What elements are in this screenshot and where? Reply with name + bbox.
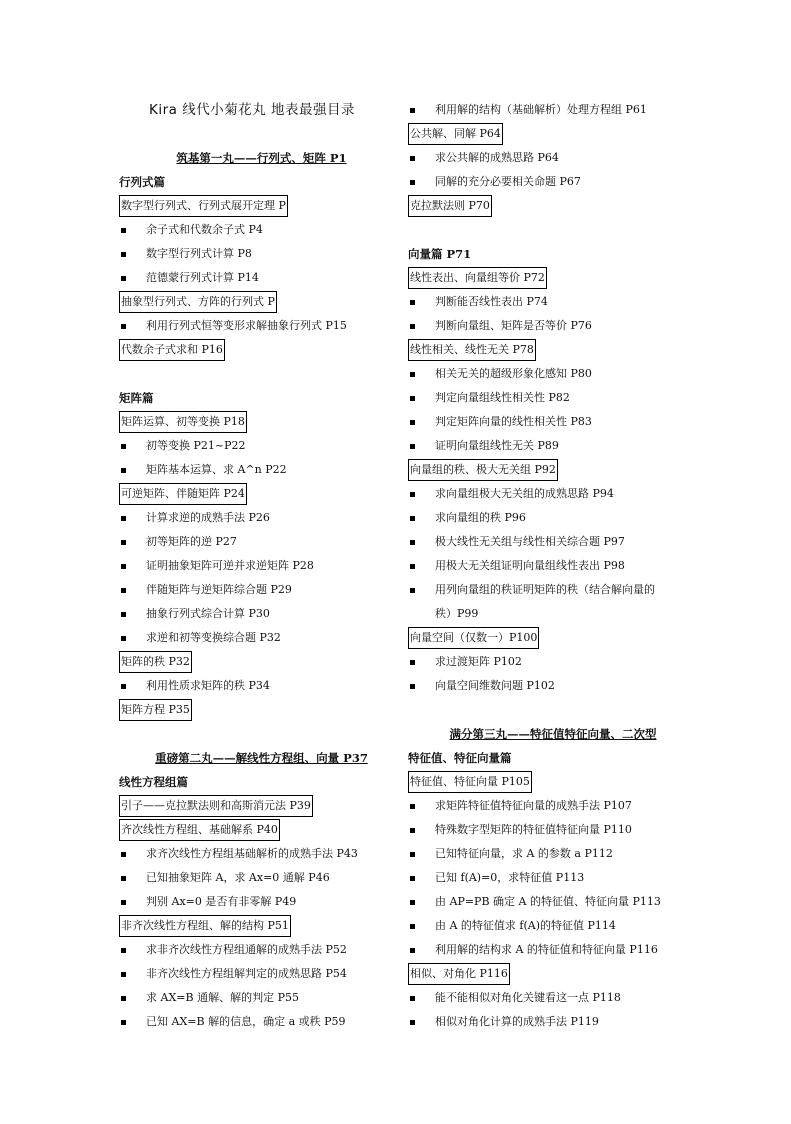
bullet-square-icon (121, 276, 126, 281)
toc-item-text: 矩阵基本运算、求 A^n P22 (146, 463, 287, 476)
toc-item-text: 求公共解的成熟思路 P64 (435, 151, 559, 164)
toc-bullet-item (408, 290, 698, 314)
toc-item-text: 已知 f(A)=0，求特征值 P113 (435, 871, 585, 884)
bullet-square-icon (410, 876, 415, 881)
bullet-square-icon (121, 636, 126, 641)
toc-bullet-item (119, 314, 404, 338)
section-heading (119, 170, 404, 194)
blank-line (119, 122, 404, 146)
section-heading (119, 386, 404, 410)
toc-item-text: 初等矩阵的逆 P27 (146, 535, 237, 548)
toc-bullet-item (408, 362, 698, 386)
bullet-square-icon (410, 108, 415, 113)
boxed-topic-label: 矩阵的秩 P32 (119, 651, 192, 673)
toc-bullet-item (408, 914, 698, 938)
blank-line (119, 722, 404, 746)
toc-item-text: 求向量组的秩 P96 (435, 511, 526, 524)
toc-item-text: 余子式和代数余子式 P4 (146, 223, 263, 236)
bullet-square-icon (121, 228, 126, 233)
toc-bullet-item (408, 938, 698, 962)
bullet-square-icon (410, 564, 415, 569)
toc-bullet-item (119, 458, 404, 482)
boxed-topic-label: 数字型行列式、行列式展开定理 P (119, 195, 288, 217)
blank-line (408, 218, 698, 242)
bullet-square-icon (410, 804, 415, 809)
bullet-square-icon (410, 396, 415, 401)
section-heading-text: 特征值、特征向量篇 (408, 751, 512, 765)
toc-item-text: 同解的充分必要相关命题 P67 (435, 175, 581, 188)
bullet-square-icon (410, 996, 415, 1001)
toc-bullet-item (408, 794, 698, 818)
toc-item-text: 利用解的结构求 A 的特征值和特征向量 P116 (435, 943, 658, 956)
toc-item-text: 判定向量组线性相关性 P82 (435, 391, 570, 404)
boxed-topic (119, 794, 404, 818)
bullet-square-icon (121, 996, 126, 1001)
toc-item-text: 极大线性无关组与线性相关综合题 P97 (435, 535, 625, 548)
bullet-square-icon (121, 468, 126, 473)
toc-item-text: 用列向量组的秩证明矩阵的秩（结合解向量的 (435, 583, 655, 596)
toc-bullet-item (408, 386, 698, 410)
boxed-topic (119, 818, 404, 842)
toc-item-text: 求过渡矩阵 P102 (435, 655, 522, 668)
toc-item-text: 求矩阵特征值特征向量的成熟手法 P107 (435, 799, 632, 812)
blank-line (408, 698, 698, 722)
toc-item-text: 求向量组极大无关组的成熟思路 P94 (435, 487, 614, 500)
toc-item-text: 特殊数字型矩阵的特征值特征向量 P110 (435, 823, 632, 836)
bullet-square-icon (410, 444, 415, 449)
bullet-square-icon (121, 948, 126, 953)
bullet-square-icon (121, 684, 126, 689)
toc-bullet-item (408, 890, 698, 914)
toc-item-text: 相似对角化计算的成熟手法 P119 (435, 1015, 599, 1028)
boxed-topic (119, 338, 404, 362)
toc-bullet-item (119, 218, 404, 242)
section-heading-text: 线性方程组篇 (119, 775, 188, 789)
toc-item-text: 用极大无关组证明向量组线性表出 P98 (435, 559, 625, 572)
bullet-square-icon (121, 444, 126, 449)
boxed-topic-label: 抽象型行列式、方阵的行列式 P (119, 291, 277, 313)
blank-line (119, 362, 404, 386)
toc-bullet-item (119, 266, 404, 290)
toc-item-text: 相关无关的超级形象化感知 P80 (435, 367, 592, 380)
boxed-topic-label: 向量空间（仅数一）P100 (408, 627, 539, 649)
bullet-square-icon (121, 540, 126, 545)
toc-bullet-item (408, 98, 698, 122)
section-heading-text: 矩阵篇 (119, 391, 154, 405)
toc-bullet-item (119, 554, 404, 578)
bullet-square-icon (410, 492, 415, 497)
boxed-topic-label: 代数余子式求和 P16 (119, 339, 225, 361)
toc-bullet-item (408, 650, 698, 674)
toc-bullet-item (408, 818, 698, 842)
toc-item-text: 利用解的结构（基础解析）处理方程组 P61 (435, 103, 647, 116)
bullet-square-icon (121, 876, 126, 881)
section-heading (408, 242, 698, 266)
toc-bullet-item (408, 674, 698, 698)
toc-bullet-item (408, 986, 698, 1010)
toc-bullet-item (119, 866, 404, 890)
toc-bullet-item (408, 866, 698, 890)
bullet-square-icon (410, 684, 415, 689)
toc-bullet-item (119, 626, 404, 650)
toc-item-text: 判断向量组、矩阵是否等价 P76 (435, 319, 592, 332)
bullet-square-icon (410, 924, 415, 929)
toc-bullet-item (408, 314, 698, 338)
boxed-topic-label: 相似、对角化 P116 (408, 963, 510, 985)
toc-item-text: 利用行列式恒等变形求解抽象行列式 P15 (146, 319, 347, 332)
bullet-square-icon (121, 324, 126, 329)
bullet-square-icon (410, 420, 415, 425)
toc-bullet-item (119, 1010, 404, 1034)
boxed-topic (408, 458, 698, 482)
boxed-topic (408, 626, 698, 650)
toc-bullet-item (408, 482, 698, 506)
chapter-heading: 重磅第二丸——解线性方程组、向量 P37 (155, 751, 368, 765)
boxed-topic-label: 引子——克拉默法则和高斯消元法 P39 (119, 795, 313, 817)
bullet-square-icon (410, 156, 415, 161)
toc-item-text: 判定矩阵向量的线性相关性 P83 (435, 415, 592, 428)
boxed-topic (408, 770, 698, 794)
bullet-square-icon (121, 972, 126, 977)
toc-item-text: 已知特征向量，求 A 的参数 a P112 (435, 847, 613, 860)
chapter-heading: 筑基第一丸——行列式、矩阵 P1 (176, 151, 347, 165)
boxed-topic (119, 194, 404, 218)
toc-item-text: 伴随矩阵与逆矩阵综合题 P29 (146, 583, 292, 596)
toc-item-text: 求 AX=B 通解、解的判定 P55 (146, 991, 299, 1004)
bullet-square-icon (410, 300, 415, 305)
bullet-square-icon (121, 1020, 126, 1025)
toc-bullet-item (408, 410, 698, 434)
bullet-square-icon (410, 372, 415, 377)
toc-bullet-item (408, 1010, 698, 1034)
bullet-square-icon (121, 588, 126, 593)
toc-bullet-item (119, 842, 404, 866)
section-heading-text: 向量篇 P71 (408, 247, 472, 261)
bullet-square-icon (410, 660, 415, 665)
bullet-square-icon (410, 852, 415, 857)
toc-item-text: 由 AP=PB 确定 A 的特征值、特征向量 P113 (435, 895, 661, 908)
bullet-square-icon (410, 588, 415, 593)
boxed-topic-label: 向量组的秩、极大无关组 P92 (408, 459, 558, 481)
toc-item-text: 能不能相似对角化关键看这一点 P118 (435, 991, 621, 1004)
toc-item-text: 初等变换 P21~P22 (146, 439, 246, 452)
toc-item-text: 已知 AX=B 解的信息，确定 a 或秩 P59 (146, 1015, 346, 1028)
bullet-square-icon (410, 516, 415, 521)
toc-bullet-item (408, 170, 698, 194)
boxed-topic-label: 克拉默法则 P70 (408, 195, 492, 217)
toc-bullet-item (119, 938, 404, 962)
toc-bullet-item (408, 530, 698, 554)
boxed-topic (408, 962, 698, 986)
left-column (119, 98, 404, 1034)
toc-item-text: 证明抽象矩阵可逆并求逆矩阵 P28 (146, 559, 314, 572)
boxed-topic (119, 482, 404, 506)
toc-bullet-item (408, 146, 698, 170)
toc-bullet-item (408, 578, 698, 602)
toc-bullet-item (408, 506, 698, 530)
toc-item-text: 利用性质求矩阵的秩 P34 (146, 679, 270, 692)
toc-item-text: 判断能否线性表出 P74 (435, 295, 548, 308)
document-title: Kira 线代小菊花丸 地表最强目录 (149, 102, 356, 118)
boxed-topic (119, 698, 404, 722)
toc-item-text: 已知抽象矩阵 A，求 Ax=0 通解 P46 (146, 871, 330, 884)
section-heading (119, 770, 404, 794)
boxed-topic-label: 可逆矩阵、伴随矩阵 P24 (119, 483, 247, 505)
toc-item-text: 抽象行列式综合计算 P30 (146, 607, 270, 620)
toc-item-text: 求齐次线性方程组基础解析的成熟手法 P43 (146, 847, 358, 860)
bullet-square-icon (121, 900, 126, 905)
toc-bullet-item (408, 554, 698, 578)
toc-bullet-item (408, 434, 698, 458)
bullet-square-icon (410, 1020, 415, 1025)
boxed-topic-label: 公共解、同解 P64 (408, 123, 503, 145)
bullet-square-icon (410, 900, 415, 905)
toc-item-text: 证明向量组线性无关 P89 (435, 439, 559, 452)
bullet-square-icon (410, 324, 415, 329)
toc-bullet-item (119, 242, 404, 266)
boxed-topic (119, 914, 404, 938)
boxed-topic-label: 齐次线性方程组、基础解系 P40 (119, 819, 280, 841)
toc-item-text: 向量空间维数问题 P102 (435, 679, 555, 692)
toc-item-text: 计算求逆的成熟手法 P26 (146, 511, 270, 524)
bullet-square-icon (121, 612, 126, 617)
toc-bullet-item (119, 602, 404, 626)
toc-bullet-item (119, 578, 404, 602)
boxed-topic-label: 线性相关、线性无关 P78 (408, 339, 536, 361)
section-heading-text: 行列式篇 (119, 175, 165, 189)
toc-item-text: 数字型行列式计算 P8 (146, 247, 252, 260)
toc-bullet-item (119, 986, 404, 1010)
toc-item-text: 求非齐次线性方程组通解的成熟手法 P52 (146, 943, 347, 956)
bullet-square-icon (410, 180, 415, 185)
boxed-topic (408, 122, 698, 146)
bullet-square-icon (410, 540, 415, 545)
boxed-topic-label: 非齐次线性方程组、解的结构 P51 (119, 915, 291, 937)
boxed-topic-label: 线性表出、向量组等价 P72 (408, 267, 547, 289)
boxed-topic (119, 410, 404, 434)
toc-bullet-item (119, 434, 404, 458)
toc-bullet-item (119, 962, 404, 986)
toc-item-text: 非齐次线性方程组解判定的成熟思路 P54 (146, 967, 347, 980)
toc-bullet-item (408, 842, 698, 866)
toc-bullet-item (119, 890, 404, 914)
boxed-topic (119, 650, 404, 674)
toc-bullet-item (119, 506, 404, 530)
toc-item-continuation: 秩）P99 (435, 607, 479, 620)
toc-item-text: 由 A 的特征值求 f(A)的特征值 P114 (435, 919, 616, 932)
boxed-topic-label: 特征值、特征向量 P105 (408, 771, 532, 793)
bullet-square-icon (121, 564, 126, 569)
boxed-topic-label: 矩阵方程 P35 (119, 699, 192, 721)
boxed-topic (408, 194, 698, 218)
bullet-square-icon (121, 852, 126, 857)
boxed-topic (408, 338, 698, 362)
right-column (408, 98, 698, 1034)
bullet-square-icon (121, 252, 126, 257)
boxed-topic (408, 266, 698, 290)
toc-bullet-item (119, 674, 404, 698)
boxed-topic (119, 290, 404, 314)
chapter-heading: 满分第三丸——特征值特征向量、二次型 (449, 727, 657, 741)
bullet-square-icon (121, 516, 126, 521)
section-heading (408, 746, 698, 770)
boxed-topic-label: 矩阵运算、初等变换 P18 (119, 411, 247, 433)
toc-item-text: 范德蒙行列式计算 P14 (146, 271, 259, 284)
toc-item-text: 判别 Ax=0 是否有非零解 P49 (146, 895, 297, 908)
toc-bullet-item (119, 530, 404, 554)
bullet-square-icon (410, 948, 415, 953)
toc-item-text: 求逆和初等变换综合题 P32 (146, 631, 281, 644)
bullet-square-icon (410, 828, 415, 833)
